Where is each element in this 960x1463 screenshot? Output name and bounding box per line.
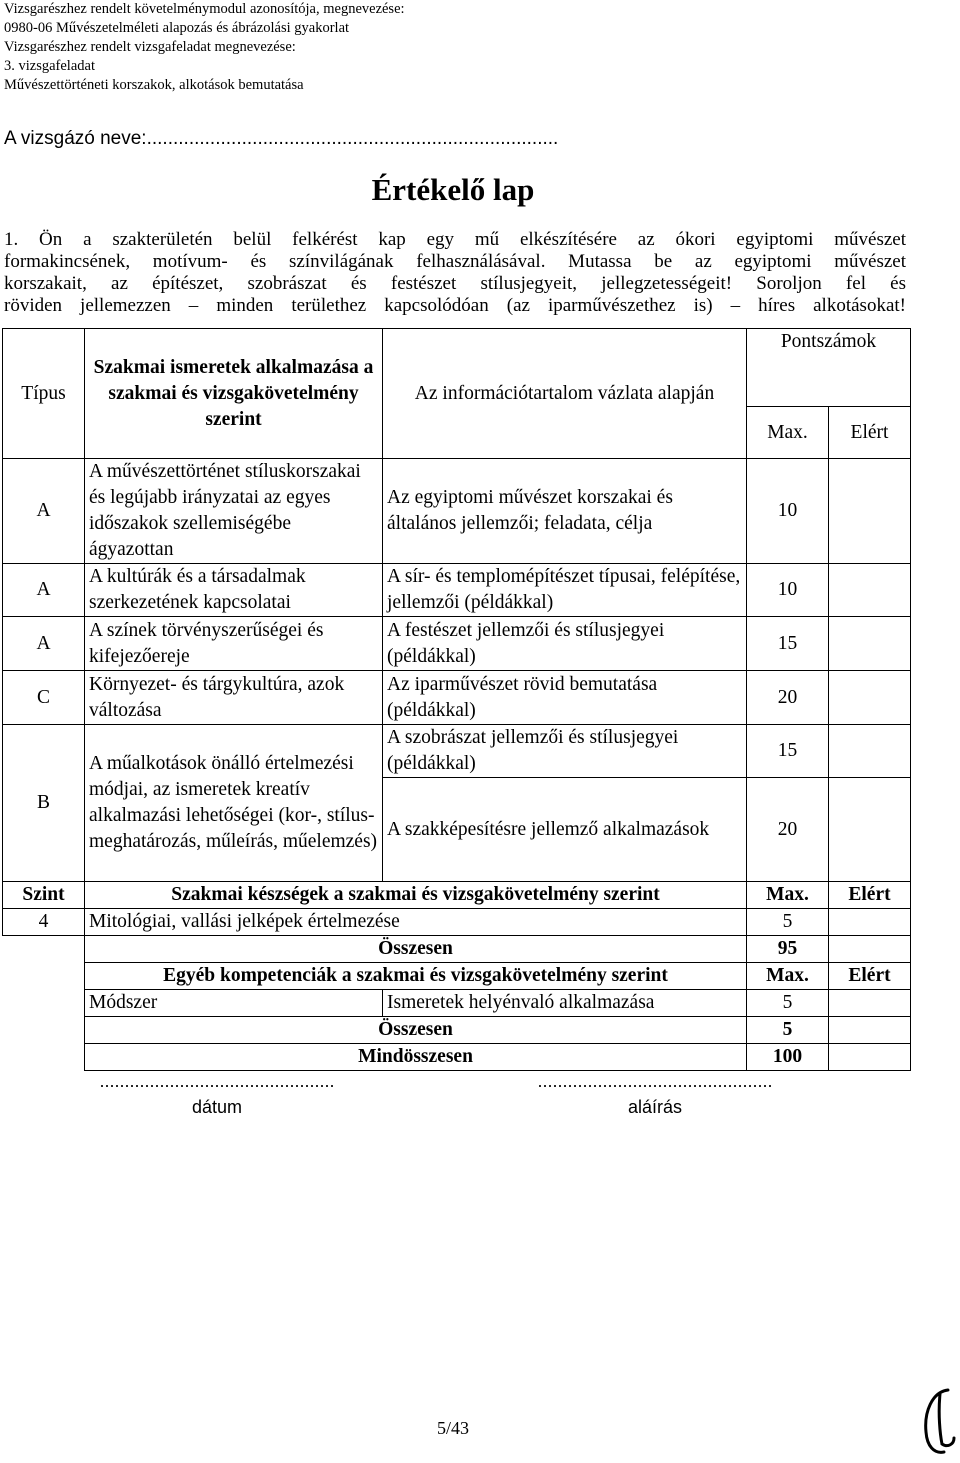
row-got[interactable] <box>829 778 911 882</box>
other-header: Egyéb kompetenciák a szakmai és vizsgakövetelmény szerint <box>85 963 747 990</box>
row-max: 10 <box>747 564 829 617</box>
date-block <box>86 1068 348 1120</box>
row-got[interactable] <box>829 725 911 778</box>
row-knowledge: A színek törvényszerűségei és kifejezőereje <box>85 617 383 671</box>
row-outline: A festészet jellemzői és stílusjegyei (példákkal) <box>383 617 747 671</box>
col-header-got: Elért <box>829 407 911 459</box>
skills-level-header: Szint <box>3 882 85 909</box>
other-label: Módszer <box>85 990 383 1017</box>
col-header-max: Max. <box>747 407 829 459</box>
row-knowledge: A kultúrák és a társadalmak szerkezetének kapcsolatai <box>85 564 383 617</box>
skills-got[interactable] <box>829 909 911 936</box>
table-row <box>3 617 911 671</box>
other-header-row <box>3 963 911 990</box>
skills-row <box>3 909 911 936</box>
task-line: röviden jellemezzen – minden területhez kapcsolódóan (az iparművészethez is) – híres alkotásokat! <box>4 295 906 316</box>
row-knowledge: A művészettörténet stíluskorszakai és legújabb irányzatai az egyes időszakok szellemiségébe ágyazottan <box>85 459 383 564</box>
row-max: 15 <box>747 725 829 778</box>
other-total-value: 5 <box>747 1017 829 1044</box>
col-header-type: Típus <box>3 329 85 459</box>
row-outline: A szakképesítésre jellemző alkalmazások <box>383 778 747 882</box>
page-number: 5/43 <box>436 1418 469 1438</box>
signature-dots: ............................................... <box>537 1071 773 1091</box>
row-got[interactable] <box>829 459 911 564</box>
header-line: 3. vizsgafeladat <box>4 58 95 74</box>
skills-max: 5 <box>747 909 829 936</box>
row-knowledge: A műalkotások önálló értelmezési módjai, az ismeretek kreatív alkalmazási lehetőségei (kor-, stílus-meghatározás, műleírás, műelemzés) <box>85 725 383 882</box>
grand-total-got[interactable] <box>829 1044 911 1071</box>
task-line: formakincsének, motívum- és színvilágának felhasználásával. Mutassa be az egyiptomi művészet <box>4 251 906 272</box>
other-got[interactable] <box>829 990 911 1017</box>
skills-header-row <box>3 882 911 909</box>
col-header-knowledge: Szakmai ismeretek alkalmazása a szakmai és vizsgakövetelmény szerint <box>85 329 383 459</box>
row-max: 15 <box>747 617 829 671</box>
skills-max-header: Max. <box>747 882 829 909</box>
date-dots: ............................................... <box>99 1071 335 1091</box>
header-line: Vizsgarészhez rendelt vizsgafeladat megnevezése: <box>4 39 296 55</box>
other-max-header: Max. <box>747 963 829 990</box>
row-type: A <box>3 459 85 564</box>
other-total-row <box>3 1017 911 1044</box>
header-line: Művészettörténeti korszakok, alkotások bemutatása <box>4 77 304 93</box>
row-knowledge: Környezet- és tárgykultúra, azok változása <box>85 671 383 725</box>
document-header <box>4 0 405 95</box>
other-total-label: Összesen <box>85 1017 747 1044</box>
row-got[interactable] <box>829 564 911 617</box>
table-row <box>3 459 911 564</box>
row-type: C <box>3 671 85 725</box>
skills-header: Szakmai készségek a szakmai és vizsgakövetelmény szerint <box>85 882 747 909</box>
row-max: 20 <box>747 778 829 882</box>
task-line: 1. Ön a szakterületén belül felkérést kap egy mű elkészítésére az ókori egyiptomi művészet <box>4 229 906 250</box>
skills-total-label: Összesen <box>85 936 747 963</box>
skills-level: 4 <box>3 909 85 936</box>
signature-block <box>524 1068 786 1120</box>
header-line: Vizsgarészhez rendelt követelménymodul azonosítója, megnevezése: <box>4 1 405 17</box>
other-total-got[interactable] <box>829 1017 911 1044</box>
handwritten-initial-icon <box>918 1384 958 1460</box>
grand-total-value: 100 <box>747 1044 829 1071</box>
date-label: dátum <box>191 1097 243 1117</box>
task-description <box>4 229 906 317</box>
col-header-outline: Az információtartalom vázlata alapján <box>383 329 747 459</box>
table-row <box>3 671 911 725</box>
task-line: korszakait, az építészet, szobrászat és festészet stílusjegyeit, jellegzetességeit! Soroljon fel és <box>4 273 906 294</box>
header-line: 0980-06 Művészetelméleti alapozás és ábrázolási gyakorlat <box>4 20 350 36</box>
other-got-header: Elért <box>829 963 911 990</box>
skills-total-row <box>3 936 911 963</box>
signature-label: aláírás <box>627 1097 683 1117</box>
row-type: A <box>3 617 85 671</box>
grand-total-row <box>3 1044 911 1071</box>
grand-total-label: Mindösszesen <box>85 1044 747 1071</box>
other-max: 5 <box>747 990 829 1017</box>
row-max: 20 <box>747 671 829 725</box>
candidate-name-line: A vizsgázó neve:.............................................................................. <box>4 128 559 149</box>
row-max: 10 <box>747 459 829 564</box>
row-outline: A sír- és templomépítészet típusai, felépítése, jellemzői (példákkal) <box>383 564 747 617</box>
skills-total-value: 95 <box>747 936 829 963</box>
page-title: Értékelő lap <box>371 172 535 207</box>
col-header-points: Pontszámok <box>747 329 911 407</box>
other-row <box>3 990 911 1017</box>
row-outline: A szobrászat jellemzői és stílusjegyei (példákkal) <box>383 725 747 778</box>
skills-got-header: Elért <box>829 882 911 909</box>
row-outline: Az iparművészet rövid bemutatása (példákkal) <box>383 671 747 725</box>
skills-text: Mitológiai, vallási jelképek értelmezése <box>85 909 747 936</box>
other-text: Ismeretek helyénvaló alkalmazása <box>383 990 747 1017</box>
evaluation-table <box>2 328 911 1071</box>
table-row <box>3 725 911 778</box>
row-got[interactable] <box>829 617 911 671</box>
row-type: A <box>3 564 85 617</box>
skills-total-got[interactable] <box>829 936 911 963</box>
row-type: B <box>3 725 85 882</box>
table-row <box>3 564 911 617</box>
row-outline: Az egyiptomi művészet korszakai és általános jellemzői; feladata, célja <box>383 459 747 564</box>
row-got[interactable] <box>829 671 911 725</box>
